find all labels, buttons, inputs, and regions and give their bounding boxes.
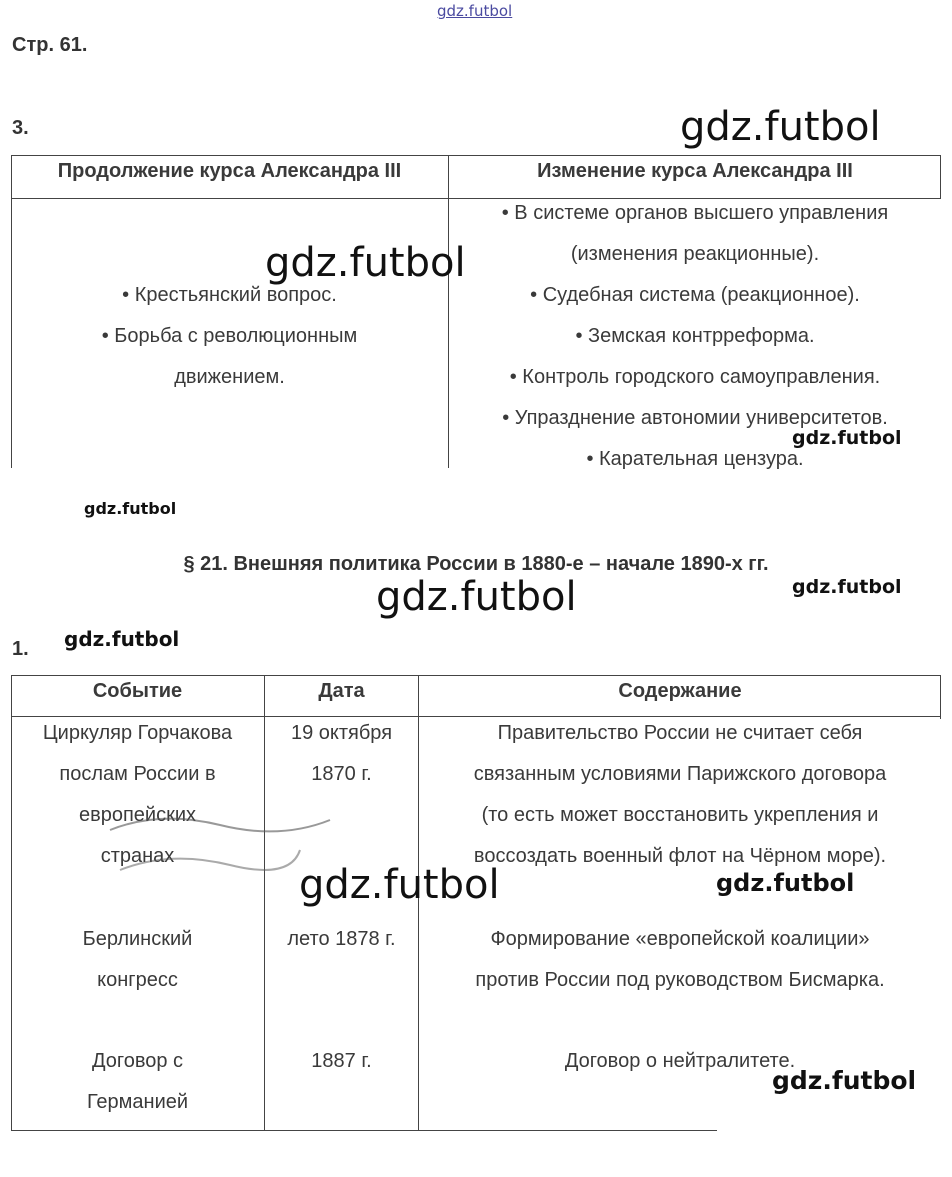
cell-line: • Контроль городского самоуправления. <box>509 366 881 388</box>
task3-number: 3. <box>12 117 29 139</box>
cell-line: Правительство России не считает себя <box>497 722 863 744</box>
cell-line: • Карательная цензура. <box>586 448 804 470</box>
cell-line: лето 1878 г. <box>287 928 396 950</box>
cell-line: конгресс <box>97 969 178 991</box>
cell-line: • Земская контрреформа. <box>575 325 815 347</box>
cell-line: Берлинский <box>82 928 193 950</box>
cell-line: • Борьба с революционным <box>101 325 358 347</box>
cell-line: движением. <box>174 366 285 388</box>
cell-line: воссоздать военный флот на Чёрном море). <box>473 845 887 867</box>
cell-line: Договор с <box>91 1050 184 1072</box>
cell-line: (то есть может восстановить укрепления и <box>481 804 879 826</box>
cell-line: Германией <box>86 1091 189 1113</box>
cell-line: связанным условиями Парижского договора <box>473 763 887 785</box>
watermark-large-4: gdz.futbol <box>299 862 500 908</box>
cell-line: Формирование «европейской коалиции» <box>490 928 870 950</box>
task3-header-change: Изменение курса Александра III <box>537 160 853 182</box>
task1-header-content: Содержание <box>618 680 742 702</box>
cell-line: послам России в <box>59 763 216 785</box>
cell-line: • В системе органов высшего управления <box>501 202 889 224</box>
row3-event <box>11 1041 264 1123</box>
task1-number: 1. <box>12 638 29 660</box>
watermark-top[interactable]: gdz.futbol <box>437 2 513 20</box>
row1-date <box>265 713 418 795</box>
watermark-medium-1: gdz.futbol <box>792 427 902 449</box>
cell-line: 1887 г. <box>311 1050 372 1072</box>
watermark-large-3: gdz.futbol <box>376 574 577 620</box>
task3-header-continuation: Продолжение курса Александра III <box>57 160 402 182</box>
cell-line: • Упразднение автономии университетов. <box>502 407 888 429</box>
cell-line: Циркуляр Горчакова <box>42 722 233 744</box>
cell-line: европейских <box>78 804 197 826</box>
cell-line: против России под руководством Бисмарка. <box>475 969 885 991</box>
watermark-small-2: gdz.futbol <box>64 627 180 651</box>
table-bottom-border <box>11 1130 717 1131</box>
cell-line: (изменения реакционные). <box>570 243 820 265</box>
cell-line: Договор о нейтралитете. <box>564 1050 796 1072</box>
watermark-medium-2: gdz.futbol <box>792 576 902 598</box>
cell-line: • Крестьянский вопрос. <box>122 284 337 306</box>
row2-content <box>419 919 941 1001</box>
cell-line: 19 октября <box>290 722 393 744</box>
task3-left-cell <box>11 275 448 398</box>
watermark-small-3: gdz.futbol <box>772 1066 917 1095</box>
watermark-large-1: gdz.futbol <box>680 104 881 150</box>
cell-line: 1870 г. <box>311 763 372 785</box>
task1-header-date: Дата <box>318 680 365 702</box>
watermark-medium-3: gdz.futbol <box>716 869 855 897</box>
row3-date <box>265 1041 418 1082</box>
task3-table <box>11 155 941 468</box>
task1-header-event: Событие <box>92 680 183 702</box>
cell-line: • Судебная система (реакционное). <box>530 284 860 306</box>
watermark-large-2: gdz.futbol <box>265 240 466 286</box>
section-title: § 21. Внешняя политика России в 1880-е – начале 1890-х гг. <box>183 553 769 575</box>
watermark-small-1: gdz.futbol <box>84 499 177 518</box>
row2-event <box>11 919 264 1001</box>
row1-content <box>419 713 941 877</box>
row2-date <box>265 919 418 960</box>
cell-line: странах <box>100 845 175 867</box>
page-label: Стр. 61. <box>12 34 88 56</box>
